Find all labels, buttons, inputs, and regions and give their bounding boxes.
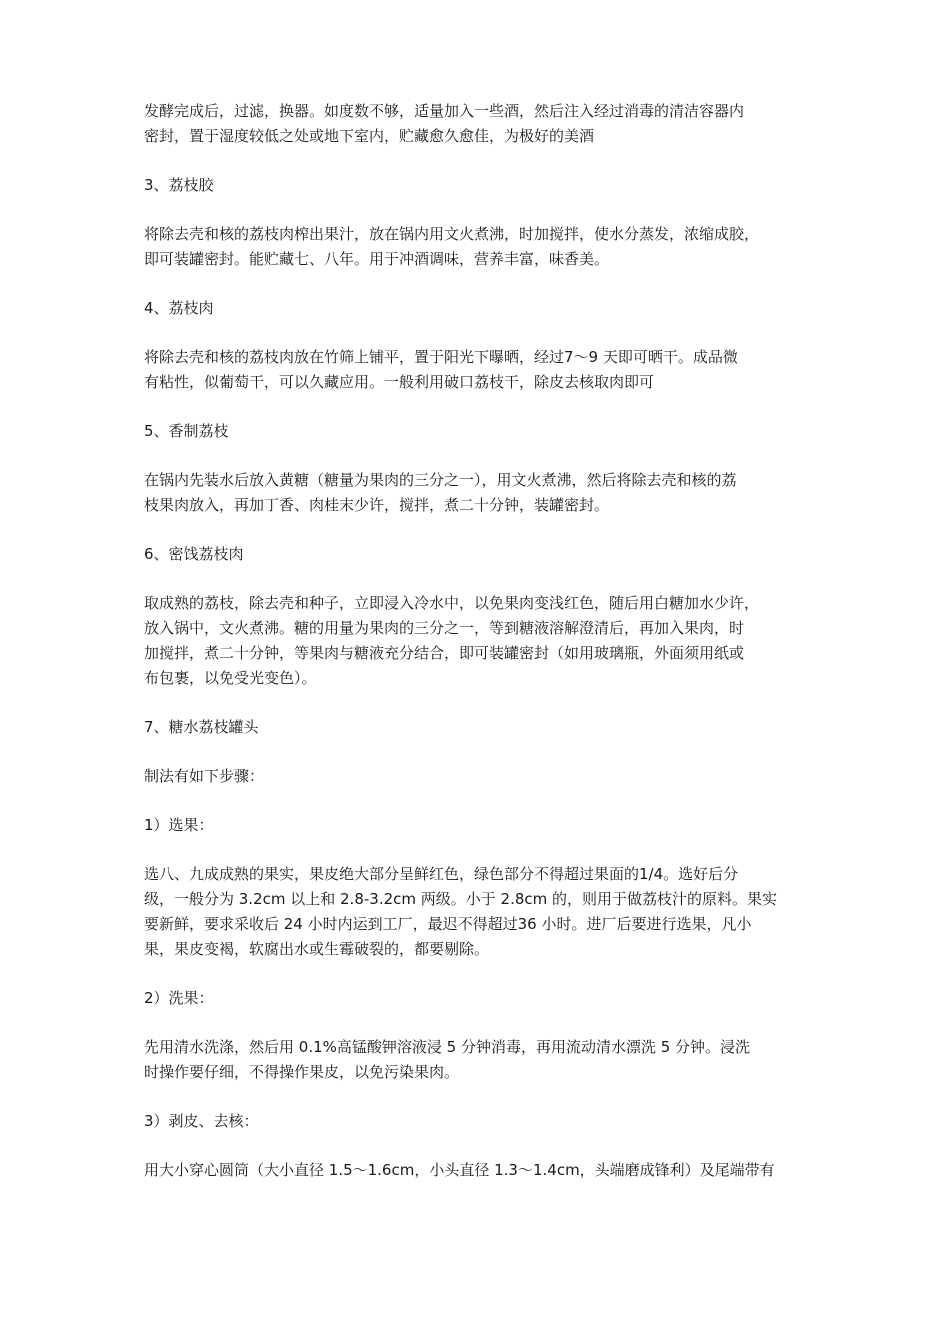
paragraph-fermentation-end: 发酵完成后，过滤，换器。如度数不够，适量加入一些酒，然后注入经过消毒的清洁容器内 密封，置于湿度较低之处或地下室内，贮藏愈久愈佳，为极好的美酒 (144, 102, 745, 145)
paragraph-steps-intro: 制法有如下步骤： (144, 767, 265, 785)
document-body (144, 99, 820, 1183)
heading-lychee-gel: 3、荔枝胶 (144, 176, 214, 194)
heading-step-wash-fruit: 2）洗果： (144, 989, 214, 1007)
paragraph-spiced-lychee: 在锅内先装水后放入黄糖（糖量为果肉的三分之一），用文火煮沸，然后将除去壳和核的荔 枝果肉放入，再加丁香、肉桂末少许，搅拌，煮二十分钟，装罐密封。 (144, 471, 737, 514)
paragraph-step-peel-pit: 用大小穿心圆筒（大小直径 1.5～1.6cm，小头直径 1.3～1.4cm，头端磨成锋利）及尾端带有 (144, 1161, 775, 1179)
paragraph-lychee-gel: 将除去壳和核的荔枝肉榨出果汁，放在锅内用文火煮沸，时加搅拌，使水分蒸发，浓缩成胶， 即可装罐密封。能贮藏七、八年。用于冲酒调味，营养丰富，味香美。 (144, 225, 760, 268)
paragraph-candied-lychee: 取成熟的荔枝，除去壳和种子，立即浸入冷水中，以免果肉变浅红色，随后用白糖加水少许， 放入锅中，文火煮沸。糖的用量为果肉的三分之一，等到糖液溶解澄清后，再加入果肉，时 加搅拌，煮二十分钟，等果肉与糖液充分结合，即可装罐密封（如用玻璃瓶，外面须用纸或 布包裹，以免受光变色）。 (144, 594, 760, 687)
paragraph-step-select-fruit: 选八、九成成熟的果实，果皮绝大部分呈鲜红色，绿色部分不得超过果面的1/4。选好后分 级，一般分为 3.2cm 以上和 2.8-3.2cm 两级。小于 2.8cm 的，则用于做荔枝汁的原料。果实 要新鲜，要求采收后 24 小时内运到工厂，最迟不得超过36 小时。进厂后要进行选果，凡小 果，果皮变褐，软腐出水或生霉破裂的，都要剔除。 (144, 865, 778, 958)
paragraph-step-wash-fruit: 先用清水洗涤，然后用 0.1%高锰酸钾溶液浸 5 分钟消毒，再用流动清水漂洗 5 分钟。浸洗 时操作要仔细，不得操作果皮，以免污染果肉。 (144, 1038, 751, 1081)
heading-step-select-fruit: 1）选果： (144, 816, 214, 834)
heading-canned-lychee: 7、糖水荔枝罐头 (144, 718, 259, 736)
heading-step-peel-pit: 3）剥皮、去核： (144, 1112, 259, 1130)
heading-candied-lychee: 6、密饯荔枝肉 (144, 545, 244, 563)
heading-spiced-lychee: 5、香制荔枝 (144, 422, 229, 440)
heading-lychee-flesh: 4、荔枝肉 (144, 299, 214, 317)
paragraph-lychee-flesh: 将除去壳和核的荔枝肉放在竹筛上铺平，置于阳光下曝晒，经过7～9 天即可晒干。成品微 有粘性，似葡萄干，可以久藏应用。一般利用破口荔枝干，除皮去核取肉即可 (144, 348, 738, 391)
